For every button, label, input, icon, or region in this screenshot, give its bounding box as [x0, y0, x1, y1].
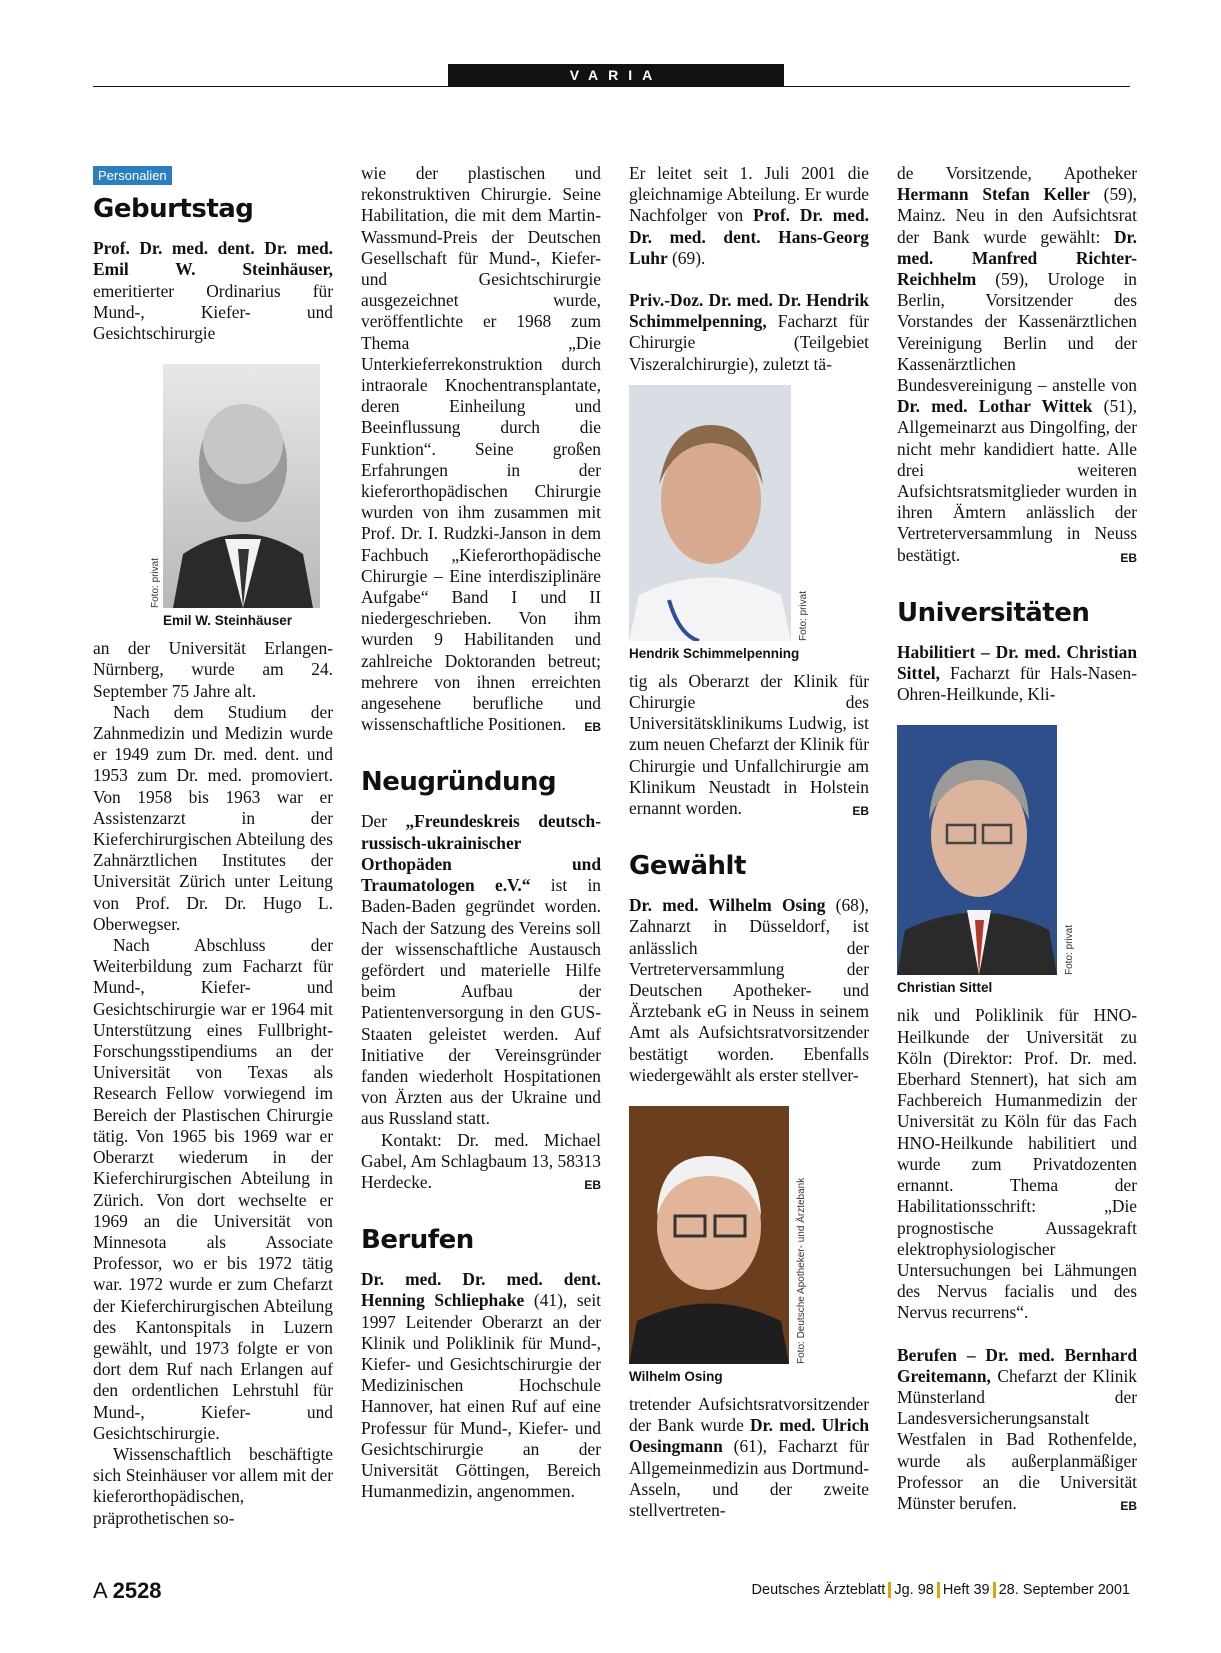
paragraph [361, 811, 601, 1129]
heading-berufen: Berufen [361, 1225, 474, 1256]
journal-info [752, 1582, 1130, 1598]
heading-geburtstag: Geburtstag [93, 194, 254, 225]
text: Der [361, 811, 406, 832]
text: (59), Urologe in Berlin, Vorsitzender des Vorstandes der Kassenärztlichen Vereinigung Berlin und der Kassenärztlichen Bundesvereinigung – anstelle von [897, 269, 1137, 396]
heading-universitaeten: Universitäten [897, 597, 1090, 628]
paragraph: Nach dem Studium der Zahnmedizin und Medizin wurde er 1949 zum Dr. med. dent. und 1953 zum Dr. med. promoviert. Von 1958 bis 1963 war er Assistenzarzt in der Kieferchirurgischen Abteilung des Zahnärztlichen Institutes der Universität Zürich unter Leitung von Prof. Dr. Dr. Hugo L. Oberwegser. [93, 701, 333, 934]
photo-schimmelpenning [629, 385, 869, 663]
text: Facharzt für Hals-Nasen-Ohren-Heilkunde, Kli- [897, 663, 1137, 705]
text: de Vorsitzende, Apotheker [897, 163, 1137, 183]
paragraph: Nach Abschluss der Weiterbildung zum Facharzt für Mund-, Kiefer- und Gesichtschirurgie war er 1964 mit Unterstützung eines Fullbright-Forschungsstipendiums an der Universität von Texas als Research Fellow vorwiegend im Bereich der Plastischen Chirurgie tätig. Von 1965 bis 1969 war er Oberarzt wiederum in der Kieferchirurgischen Abteilung in Zürich. Von dort wechselte er 1969 an die Universität von Minnesota als Associate Professor, wo er bis 1972 tätig war. 1972 wurde er zum Chefarzt der Kieferchirurgischen Abteilung des Kantonspitals in Luzern gewählt, und 1973 folgte er von dort dem Ruf nach Erlangen auf den ordentlichen Lehrstuhl für Mund-, Kiefer- und Gesichtschirurgie. [93, 935, 333, 1443]
author-initials: EB [852, 804, 869, 819]
journal-name: Deutsches Ärzteblatt [751, 1582, 886, 1598]
author-initials: EB [1120, 1498, 1137, 1513]
text: (59), Mainz. Neu in den Aufsichtsrat der Bank wurde gewählt: [897, 184, 1137, 247]
date: 28. September 2001 [998, 1582, 1130, 1598]
photo-caption: Hendrik Schimmelpenning [629, 645, 800, 661]
text: (41), seit 1997 Leitender Oberarzt an der Klinik und Poliklinik für Mund-, Kiefer- und Gesichtschirurgie der Medizinischen Hochschule Hannover, hat einen Ruf auf eine Professur für Mund-, Kiefer- und Gesichtschirurgie an der Universität Göttingen, Bereich Humanmedizin, angenommen. [361, 1290, 601, 1502]
paragraph [629, 163, 869, 269]
page-number [93, 1578, 162, 1604]
divider [937, 1582, 940, 1598]
paragraph [629, 290, 869, 375]
person-name: Dr. med. Dr. med. dent. Henning Schliephake [361, 1269, 601, 1311]
text: Kontakt: Dr. med. Michael Gabel, Am Schlagbaum 13, 58313 Herdecke. [361, 1129, 601, 1192]
volume: Jg. 98 [894, 1582, 934, 1598]
paragraph [629, 895, 869, 1086]
text: (51), Allgemeinarzt aus Dingolfing, der nicht mehr kandidiert hatte. Alle drei weiteren Aufsichtsratsmitglieder wurden in ihren Ämtern anlässlich der Vertreterversammlung in Neuss bestätigt. [897, 396, 1137, 565]
person-name: Dr. med. Wilhelm Osing [629, 895, 826, 916]
section-header: VARIA [448, 64, 784, 87]
text: emeritierter Ordinarius für Mund-, Kiefer- und Gesichtschirurgie [93, 280, 333, 344]
paragraph [361, 1269, 601, 1502]
person-name: Prof. Dr. med. Dr. med. dent. Hans-Georg Luhr [629, 205, 869, 268]
organization-name: „Freundeskreis deutsch-russisch-ukrainischer Orthopäden und Traumatologen e.V.“ [361, 811, 601, 896]
person-name: Priv.-Doz. Dr. med. Dr. Hendrik Schimmelpenning, [629, 290, 869, 332]
person-name: Prof. Dr. med. dent. Dr. med. Emil W. Steinhäuser, [93, 238, 333, 280]
paragraph [93, 238, 333, 344]
portrait-image [897, 725, 1057, 975]
page-number-value: 2528 [112, 1578, 162, 1603]
photo-credit: Foto: Deutsche Apotheker- und Ärztebank [796, 1177, 807, 1365]
column-4 [897, 163, 1137, 1517]
category-tag: Personalien [93, 166, 172, 185]
text: tretender Aufsichtsratvorsitzender der Bank wurde [629, 1394, 869, 1436]
divider [888, 1582, 891, 1598]
text: Chefarzt der Klinik Münsterland der Landesversicherungsanstalt Westfalen in Bad Rothenfelde, wurde als außerplanmäßiger Professor an die Universität Münster berufen. [897, 1365, 1137, 1513]
person-name: Habilitiert – Dr. med. Christian Sittel, [897, 641, 1137, 684]
photo-credit: Foto: privat [150, 558, 161, 609]
person-name: Dr. med. Ulrich Oesingmann [629, 1415, 869, 1457]
paragraph [361, 163, 601, 735]
photo-caption: Wilhelm Osing [629, 1369, 723, 1385]
paragraph [897, 1345, 1137, 1515]
paragraph: Wissenschaftlich beschäftigte sich Steinhäuser vor allem mit der kieferorthopädischen, präprothetischen so- [93, 1443, 333, 1528]
divider [993, 1582, 996, 1598]
text: tig als Oberarzt der Klinik für Chirurgie des Universitätsklinikums Ludwig, ist zum neuen Chefarzt der Klinik für Chirurgie und Unfallchirurgie am Klinikum Neustadt in Holstein ernannt worden. [629, 670, 869, 819]
person-name: Dr. med. Manfred Richter-Reichhelm [897, 226, 1137, 290]
photo-sittel [897, 725, 1137, 997]
photo-caption: Emil W. Steinhäuser [163, 613, 293, 629]
issue: Heft 39 [942, 1582, 990, 1598]
paragraph: nik und Poliklinik für HNO-Heilkunde der Universität zu Köln (Direktor: Prof. Dr. med. Eberhard Stennert), hat sich am Fachbereich Humanmedizin der Universität zu Köln für das Fach HNO-Heilkunde habilitiert und wurde zum Privatdozenten ernannt. Thema der Habilitationsschrift: „Die prognostische Aussagekraft elektrophysiologischer Untersuchungen bei Lähmungen des Nervus facialis und des Nervus recurrens“. [897, 1005, 1137, 1323]
paragraph [629, 671, 869, 819]
person-name: Hermann Stefan Keller [897, 184, 1090, 205]
paragraph [897, 163, 1137, 566]
text: wie der plastischen und rekonstruktiven Chirurgie. Seine Habilitation, die mit dem Martin-Wassmund-Preis der Deutschen Gesellschaft für Mund-, Kiefer- und Gesichtschirurgie ausgezeichnet wurde, veröffentlichte er 1968 zum Thema „Die Unterkieferrekonstruktion durch intraorale Knochentransplantate, deren Einheilung und Beeinflussung durch die Funktion“. Seine großen Erfahrungen in der kieferorthopädischen Chirurgie wurden von ihm zusammen mit Prof. Dr. I. Rudzki-Janson in dem Fachbuch „Kieferorthopädische Chirurgie – Eine interdisziplinäre Aufgabe“ Band I und II niedergeschrieben. Von ihm wurden 9 Habilitanden und zahlreiche Doktoranden betreut; mehrere von ihnen erreichten angesehene berufliche und wissenschaftliche Positionen. [361, 163, 601, 735]
portrait-image [163, 364, 320, 608]
paragraph [361, 1130, 601, 1194]
heading-neugruendung: Neugründung [361, 767, 557, 798]
text: Er leitet seit 1. Juli 2001 die gleichnamige Abteilung. Er wurde Nachfolger von [629, 163, 869, 226]
paragraph [897, 642, 1137, 706]
photo-caption: Christian Sittel [897, 980, 993, 996]
page-prefix: A [93, 1578, 107, 1603]
photo-credit: Foto: privat [798, 590, 809, 641]
photo-steinhaeuser [145, 364, 333, 630]
photo-osing [629, 1106, 869, 1386]
heading-gewaehlt: Gewählt [629, 851, 746, 882]
person-name: Dr. med. Lothar Wittek [897, 396, 1093, 417]
paragraph: an der Universität Erlangen-Nürnberg, wurde am 24. September 75 Jahre alt. [93, 638, 333, 701]
column-2 [361, 163, 601, 1502]
paragraph [629, 1394, 869, 1521]
portrait-image [629, 1106, 789, 1364]
text: (69). [667, 247, 706, 268]
column-3 [629, 163, 869, 1521]
photo-credit: Foto: privat [1064, 925, 1075, 976]
portrait-image [629, 385, 791, 641]
column-1 [93, 163, 333, 1529]
author-initials: EB [584, 720, 601, 735]
author-initials: EB [584, 1177, 601, 1192]
text: ist in Baden-Baden gegründet worden. Nach der Satzung des Vereins soll der wissenschaftliche Austausch gefördert und materielle Hilfe beim Aufbau der Patientenversorgung in den GUS-Staaten geleistet werden. Auf Initiative der Vereinsgründer fanden wiederholt Hospitationen von Ärzten aus der Ukraine und aus Russland statt. [361, 875, 602, 1129]
text: (61), Facharzt für Allgemeinmedizin aus Dortmund-Asseln, und der zweite stellvertreten- [629, 1436, 869, 1521]
text: Facharzt für Chirurgie (Teilgebiet Viszeralchirurgie), zuletzt tä- [629, 311, 869, 374]
person-name: Berufen – Dr. med. Bernhard Greitemann, [897, 1344, 1137, 1386]
text: (68), Zahnarzt in Düsseldorf, ist anlässlich der Vertreterversammlung der Deutschen Apotheker- und Ärztebank eG in Neuss in seinem Amt als Aufsichtsratvorsitzender bestätigt worden. Ebenfalls wiedergewählt als erster stellver- [629, 895, 869, 1085]
author-initials: EB [1120, 550, 1137, 565]
